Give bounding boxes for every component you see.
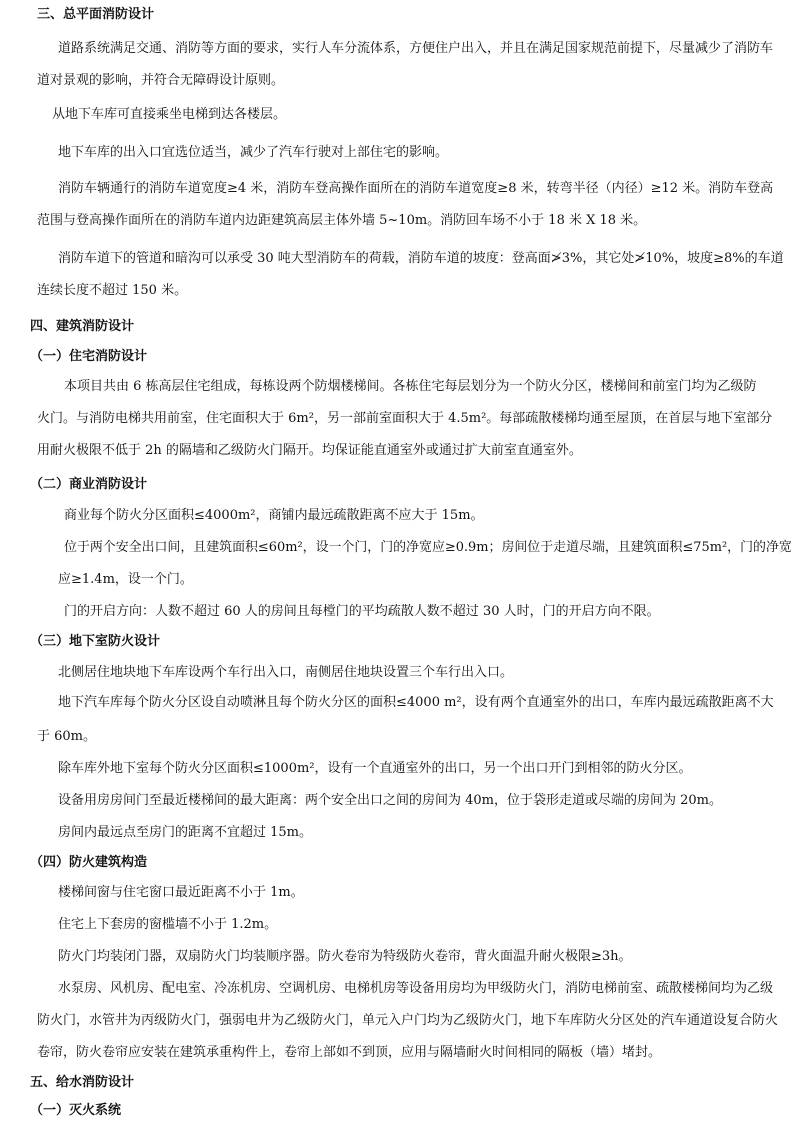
document-page: 三、总平面消防设计 道路系统满足交通、消防等方面的要求，实行人车分流体系，方便住户出入，并且在满足国家规范前提下，尽量减少了消防车 道对景观的影响，并符合无障碍设计原则。 从地下车库可直接乘坐电梯到达各楼层。 地下车库的出入口宜选位适当，减少了汽车行驶对上部住宅的影响。 消防车辆通行的消防车道宽度≥4 米，消防车登高操作面所在的消防车道宽度≥8 米，转弯半径（内径）≥12 米。消防车登高 范围与登高操作面所在的消防车道内边距建筑高层主体外墙 5~10m。消防回车场不小于 18 米 X 18 米。 消防车道下的管道和暗沟可以承受 30 吨大型消防车的荷载，消防车道的坡度：登高面≯3%，其它处≯10%，坡度≥8%的车道 连续长度不超过 150 米。 四、建筑消防设计 （一）住宅消防设计 本项目共由 6 栋高层住宅组成，每栋设两个防烟楼梯间。各栋住宅每层划分为一个防火分区，楼梯间和前室门均为乙级防 火门。与消防电梯共用前室，住宅面积大于 6m²，另一部前室面积大于 4.5m²。每部疏散楼梯均通至屋顶，在首层与地下室部分 用耐火极限不低于 2h 的隔墙和乙级防火门隔开。均保证能直通室外或通过扩大前室直通室外。 （二）商业消防设计 商业每个防火分区面积≤4000m²，商铺内最远疏散距离不应大于 15m。 位于两个安全出口间，且建筑面积≤60m²，设一个门，门的净宽应≥0.9m；房间位于走道尽端，且建筑面积≤75m²，门的净宽 应≥1.4m，设一个门。 门的开启方向：人数不超过 60 人的房间且每樘门的平均疏散人数不超过 30 人时，门的开启方向不限。 （三）地下室防火设计 北侧居住地块地下车库设两个车行出入口，南侧居住地块设置三个车行出入口。 地下汽车库每个防火分区设自动喷淋且每个防火分区的面积≤4000 m²，设有两个直通室外的出口，车库内最远疏散距离不大 于 60m。 除车库外地下室每个防火分区面积≤1000m²，设有一个直通室外的出口，另一个出口开门到相邻的防火分区。 设备用房房间门至最近楼梯间的最大距离：两个安全出口之间的房间为 40m，位于袋形走道或尽端的房间为 20m。 房间内最远点至房门的距离不宜超过 15m。 （四）防火建筑构造 楼梯间窗与住宅窗口最近距离不小于 1m。 住宅上下套房的窗槛墙不小于 1.2m。 防火门均装闭门器，双扇防火门均装顺序器。防火卷帘为特级防火卷帘，背火面温升耐火极限≥3h。 水泵房、风机房、配电室、冷冻机房、空调机房、电梯机房等设备用房均为甲级防火门，消防电梯前室、疏散楼梯间均为乙级 防火门，水管井为丙级防火门，强弱电井为乙级防火门，单元入户门均为乙级防火门，地下车库防火分区处的汽车通道设复合防火 卷帘，防火卷帘应安装在建筑承重构件上，卷帘上部如不到顶，应用与隔墙耐火时间相同的隔板（墙）堵封。 五、给水消防设计 （一）灭火系统 (30, 7, 792, 1118)
